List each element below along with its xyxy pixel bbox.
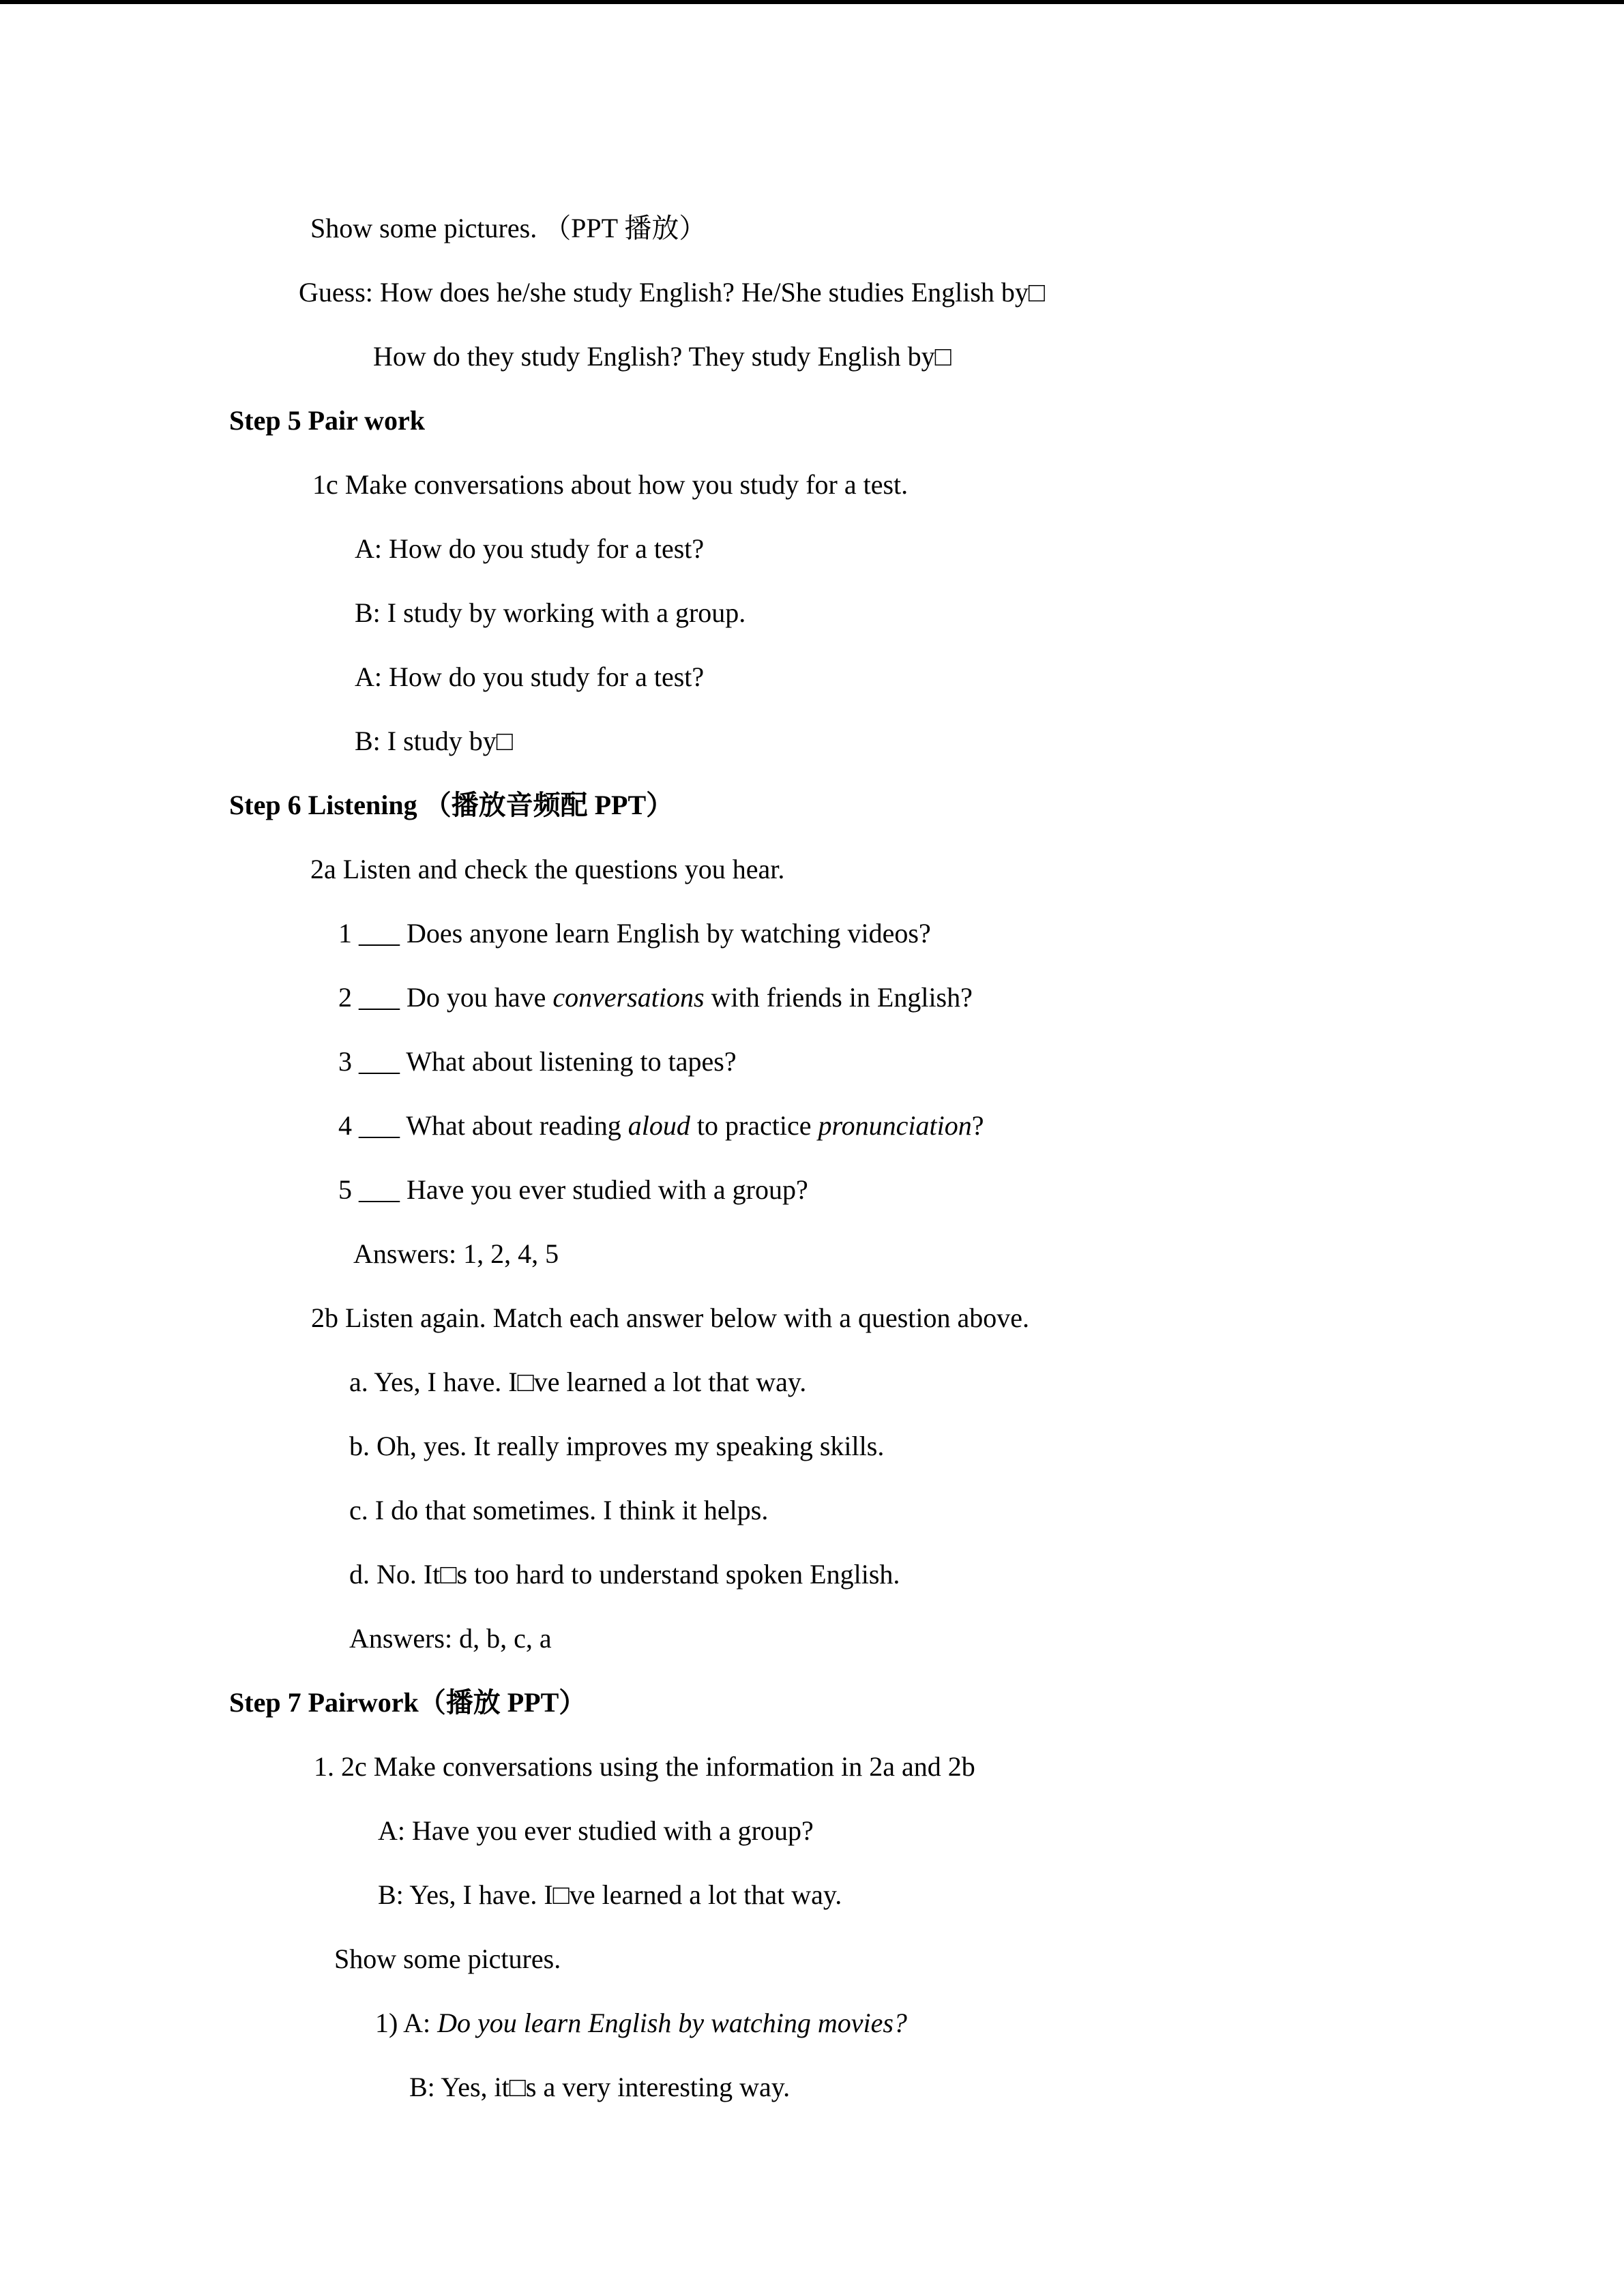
dialogue-b-1 xyxy=(355,597,745,629)
text-segment: Show some pictures. xyxy=(334,1943,561,1974)
answer-option-d xyxy=(349,1558,900,1591)
text-segment: 4 ___ What about reading xyxy=(338,1110,628,1141)
dialogue-b-2 xyxy=(355,725,513,758)
answers-2b xyxy=(349,1622,552,1655)
dialogue-a-1 xyxy=(355,533,704,565)
text-segment: 3 ___ What about listening to tapes? xyxy=(338,1046,737,1077)
step-5-heading xyxy=(229,404,425,437)
show-pictures-note-1 xyxy=(310,212,706,245)
text-segment: B: Yes, I have. I□ve learned a lot that way. xyxy=(378,1879,842,1910)
listening-question-5 xyxy=(338,1174,808,1206)
guess-prompt-singular xyxy=(299,276,1045,309)
activity-2a-instruction xyxy=(310,853,784,886)
text-segment: Answers: d, b, c, a xyxy=(349,1623,552,1654)
text-segment: Step 6 Listening （播放音频配 PPT） xyxy=(229,790,674,820)
step-7-heading xyxy=(229,1686,586,1719)
listening-question-3 xyxy=(338,1045,737,1078)
answer-option-b xyxy=(349,1430,884,1463)
text-segment: 2 ___ Do you have xyxy=(338,982,553,1013)
text-segment: 5 ___ Have you ever studied with a group? xyxy=(338,1174,808,1205)
dialogue-b-3 xyxy=(378,1879,842,1911)
text-segment: ? xyxy=(971,1110,984,1141)
text-segment: c. I do that sometimes. I think it helps. xyxy=(349,1495,769,1525)
text-segment: 2b Listen again. Match each answer below with a question above. xyxy=(311,1302,1030,1333)
text-segment: B: I study by working with a group. xyxy=(355,597,746,628)
text-segment: B: Yes, it□s a very interesting way. xyxy=(409,2072,791,2102)
answer-option-c xyxy=(349,1494,768,1527)
listening-question-1 xyxy=(338,917,931,950)
text-segment: 2a Listen and check the questions you hear. xyxy=(310,854,785,884)
activity-1c-instruction xyxy=(312,468,908,501)
dialogue-a-4 xyxy=(375,2007,907,2040)
emphasized-text: conversations xyxy=(552,982,705,1013)
text-segment: 1. 2c Make conversations using the information in 2a and 2b xyxy=(314,1751,975,1782)
text-segment: Show some pictures. （PPT 播放） xyxy=(310,213,707,243)
text-segment: 1 ___ Does anyone learn English by watching videos? xyxy=(338,918,931,949)
show-pictures-note-2 xyxy=(334,1943,561,1976)
text-segment: b. Oh, yes. It really improves my speaking skills. xyxy=(349,1431,885,1461)
text-segment: A: Have you ever studied with a group? xyxy=(378,1815,814,1846)
text-segment: d. No. It□s too hard to understand spoken English. xyxy=(349,1559,900,1590)
dialogue-b-4 xyxy=(409,2071,790,2104)
text-segment: Step 5 Pair work xyxy=(229,405,426,436)
answers-2a xyxy=(353,1238,559,1270)
text-segment: B: I study by□ xyxy=(355,726,513,756)
text-segment: A: How do you study for a test? xyxy=(355,533,705,564)
text-segment: How do they study English? They study English by□ xyxy=(373,341,951,372)
answer-option-a xyxy=(349,1366,806,1399)
emphasized-text: aloud xyxy=(628,1110,690,1141)
text-segment: with friends in English? xyxy=(704,982,973,1013)
guess-prompt-plural xyxy=(373,340,951,373)
dialogue-a-3 xyxy=(378,1815,814,1847)
activity-2b-instruction xyxy=(311,1302,1029,1335)
text-segment: Guess: How does he/she study English? He/She studies English by□ xyxy=(299,277,1046,308)
emphasized-text: pronunciation xyxy=(818,1110,972,1141)
text-segment: 1) A: xyxy=(375,2008,438,2038)
text-segment: to practice xyxy=(690,1110,818,1141)
step-6-heading xyxy=(229,789,673,822)
activity-2c-instruction xyxy=(314,1750,975,1783)
listening-question-4 xyxy=(338,1109,984,1142)
text-segment: Step 7 Pairwork（播放 PPT） xyxy=(229,1687,587,1718)
text-segment: 1c Make conversations about how you study for a test. xyxy=(312,469,909,500)
listening-question-2 xyxy=(338,981,973,1014)
text-segment: A: How do you study for a test? xyxy=(355,661,705,692)
text-segment: a. Yes, I have. I□ve learned a lot that way. xyxy=(349,1367,807,1397)
emphasized-text: Do you learn English by watching movies? xyxy=(437,2008,907,2038)
dialogue-a-2 xyxy=(355,661,704,694)
text-segment: Answers: 1, 2, 4, 5 xyxy=(353,1238,559,1269)
